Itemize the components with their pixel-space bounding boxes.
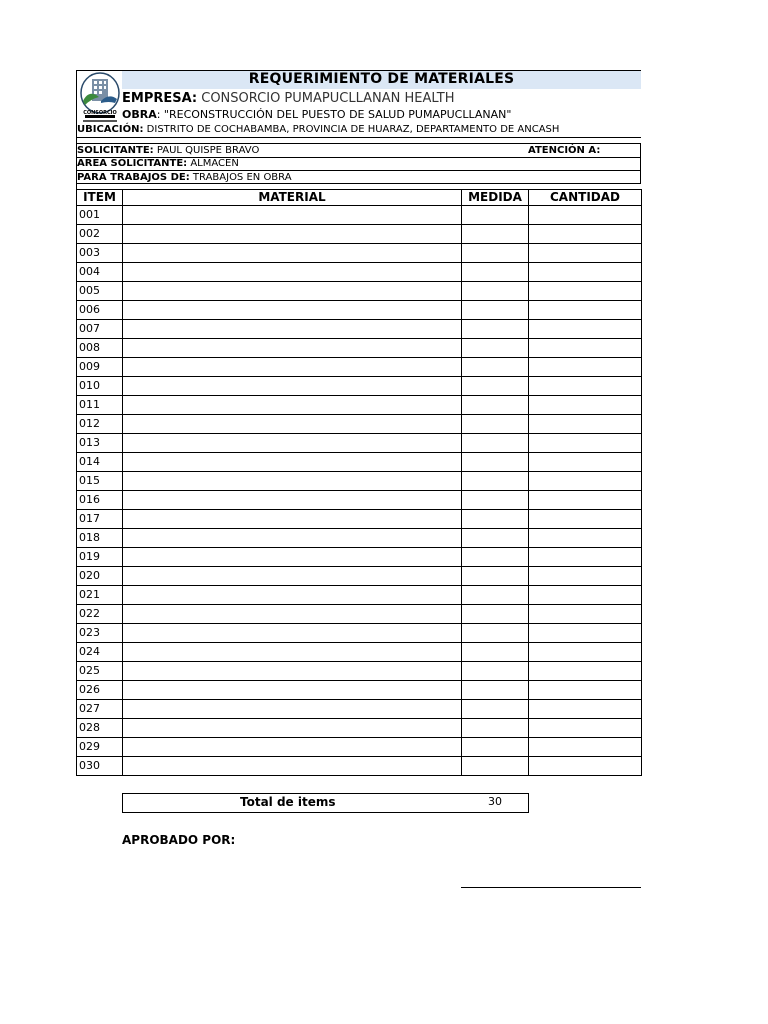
- material-cell[interactable]: [123, 529, 462, 548]
- medida-cell[interactable]: [462, 624, 529, 643]
- medida-cell[interactable]: [462, 339, 529, 358]
- material-cell[interactable]: [123, 415, 462, 434]
- empresa-value: CONSORCIO PUMAPUCLLANAN HEALTH: [201, 91, 455, 106]
- medida-cell[interactable]: [462, 244, 529, 263]
- cantidad-cell[interactable]: [529, 624, 642, 643]
- item-number: 023: [77, 624, 123, 643]
- cantidad-cell[interactable]: [529, 282, 642, 301]
- cantidad-cell[interactable]: [529, 358, 642, 377]
- table-row: [77, 206, 642, 225]
- table-row: [77, 529, 642, 548]
- area-row: [77, 157, 239, 170]
- material-cell[interactable]: [123, 244, 462, 263]
- item-number: 001: [77, 206, 123, 225]
- material-cell[interactable]: [123, 567, 462, 586]
- item-number: 024: [77, 643, 123, 662]
- info-bottom-border: [76, 183, 641, 184]
- material-cell[interactable]: [123, 719, 462, 738]
- material-cell[interactable]: [123, 453, 462, 472]
- medida-cell[interactable]: [462, 358, 529, 377]
- cantidad-cell[interactable]: [529, 719, 642, 738]
- item-number: 009: [77, 358, 123, 377]
- column-header-medida: MEDIDA: [462, 190, 529, 206]
- table-row: [77, 453, 642, 472]
- item-number: 008: [77, 339, 123, 358]
- table-row: [77, 301, 642, 320]
- table-row: [77, 643, 642, 662]
- material-cell[interactable]: [123, 434, 462, 453]
- cantidad-cell[interactable]: [529, 206, 642, 225]
- medida-cell[interactable]: [462, 757, 529, 776]
- item-number: 022: [77, 605, 123, 624]
- item-number: 025: [77, 662, 123, 681]
- item-number: 030: [77, 757, 123, 776]
- medida-cell[interactable]: [462, 586, 529, 605]
- item-number: 027: [77, 700, 123, 719]
- medida-cell[interactable]: [462, 510, 529, 529]
- medida-cell[interactable]: [462, 548, 529, 567]
- material-cell[interactable]: [123, 643, 462, 662]
- item-number: 005: [77, 282, 123, 301]
- area-value: ALMACEN: [190, 158, 239, 169]
- item-number: 007: [77, 320, 123, 339]
- cantidad-cell[interactable]: [529, 453, 642, 472]
- cantidad-cell[interactable]: [529, 472, 642, 491]
- area-label: AREA SOLICITANTE:: [77, 158, 188, 169]
- table-row: [77, 719, 642, 738]
- item-number: 029: [77, 738, 123, 757]
- cantidad-cell[interactable]: [529, 643, 642, 662]
- table-row: [77, 700, 642, 719]
- page-title: REQUERIMIENTO DE MATERIALES: [248, 71, 515, 87]
- medida-cell[interactable]: [462, 377, 529, 396]
- cantidad-cell[interactable]: [529, 263, 642, 282]
- medida-cell[interactable]: [462, 605, 529, 624]
- info-right-border: [640, 143, 641, 184]
- signature-line: [461, 887, 641, 888]
- table-row: [77, 282, 642, 301]
- cantidad-cell[interactable]: [529, 548, 642, 567]
- material-cell[interactable]: [123, 491, 462, 510]
- medida-cell[interactable]: [462, 491, 529, 510]
- item-number: 004: [77, 263, 123, 282]
- medida-cell[interactable]: [462, 320, 529, 339]
- medida-cell[interactable]: [462, 415, 529, 434]
- table-row: [77, 320, 642, 339]
- medida-cell[interactable]: [462, 567, 529, 586]
- cantidad-cell[interactable]: [529, 339, 642, 358]
- material-cell[interactable]: [123, 738, 462, 757]
- table-row: [77, 244, 642, 263]
- cantidad-cell[interactable]: [529, 738, 642, 757]
- cantidad-cell[interactable]: [529, 510, 642, 529]
- material-cell[interactable]: [123, 586, 462, 605]
- empresa-label: EMPRESA:: [122, 91, 198, 106]
- cantidad-cell[interactable]: [529, 244, 642, 263]
- column-header-item: ITEM: [77, 190, 123, 206]
- table-row: [77, 491, 642, 510]
- material-cell[interactable]: [123, 681, 462, 700]
- material-cell[interactable]: [123, 548, 462, 567]
- item-number: 017: [77, 510, 123, 529]
- table-row: [77, 548, 642, 567]
- material-cell[interactable]: [123, 605, 462, 624]
- cantidad-cell[interactable]: [529, 567, 642, 586]
- item-number: 014: [77, 453, 123, 472]
- item-number: 011: [77, 396, 123, 415]
- material-cell[interactable]: [123, 339, 462, 358]
- solicitante-value: PAUL QUISPE BRAVO: [156, 145, 260, 156]
- material-cell[interactable]: [123, 225, 462, 244]
- medida-cell[interactable]: [462, 453, 529, 472]
- medida-cell[interactable]: [462, 225, 529, 244]
- cantidad-cell[interactable]: [529, 225, 642, 244]
- item-number: 015: [77, 472, 123, 491]
- ubicacion-label: UBICACIÓN:: [77, 124, 144, 135]
- trabajos-label: PARA TRABAJOS DE:: [77, 172, 190, 183]
- medida-cell[interactable]: [462, 643, 529, 662]
- cantidad-cell[interactable]: [529, 434, 642, 453]
- table-row: [77, 605, 642, 624]
- table-row: [77, 415, 642, 434]
- medida-cell[interactable]: [462, 738, 529, 757]
- medida-cell[interactable]: [462, 681, 529, 700]
- table-row: [77, 263, 642, 282]
- ubicacion-row: [77, 123, 559, 136]
- medida-cell[interactable]: [462, 396, 529, 415]
- atencion-label: ATENCIÓN A:: [528, 145, 601, 156]
- table-row: [77, 358, 642, 377]
- company-logo: [79, 71, 121, 127]
- material-cell[interactable]: [123, 377, 462, 396]
- cantidad-cell[interactable]: [529, 586, 642, 605]
- cantidad-cell[interactable]: [529, 529, 642, 548]
- item-number: 002: [77, 225, 123, 244]
- cantidad-cell[interactable]: [529, 681, 642, 700]
- table-row: [77, 624, 642, 643]
- medida-cell[interactable]: [462, 700, 529, 719]
- table-row: [77, 738, 642, 757]
- table-row: [77, 339, 642, 358]
- material-cell[interactable]: [123, 358, 462, 377]
- ubicacion-value: DISTRITO DE COCHABAMBA, PROVINCIA DE HUARAZ, DEPARTAMENTO DE ANCASH: [146, 124, 560, 135]
- medida-cell[interactable]: [462, 662, 529, 681]
- item-number: 021: [77, 586, 123, 605]
- table-row: [77, 662, 642, 681]
- item-number: 028: [77, 719, 123, 738]
- material-cell[interactable]: [123, 700, 462, 719]
- cantidad-cell[interactable]: [529, 491, 642, 510]
- item-number: 010: [77, 377, 123, 396]
- cantidad-cell[interactable]: [529, 396, 642, 415]
- solicitante-row: [77, 144, 259, 157]
- cantidad-cell[interactable]: [529, 377, 642, 396]
- table-row: [77, 396, 642, 415]
- cantidad-cell[interactable]: [529, 757, 642, 776]
- table-row: [77, 586, 642, 605]
- material-cell[interactable]: [123, 624, 462, 643]
- cantidad-cell[interactable]: [529, 700, 642, 719]
- table-row: [77, 225, 642, 244]
- item-number: 019: [77, 548, 123, 567]
- item-number: 018: [77, 529, 123, 548]
- empresa-row: [122, 91, 455, 107]
- material-cell[interactable]: [123, 472, 462, 491]
- trabajos-value: TRABAJOS EN OBRA: [192, 172, 292, 183]
- table-row: [77, 377, 642, 396]
- table-row: [77, 510, 642, 529]
- medida-cell[interactable]: [462, 282, 529, 301]
- item-number: 006: [77, 301, 123, 320]
- obra-label: OBRA: [122, 108, 157, 121]
- medida-cell[interactable]: [462, 529, 529, 548]
- table-header-row: [77, 190, 642, 206]
- item-number: 003: [77, 244, 123, 263]
- material-cell[interactable]: [123, 282, 462, 301]
- cantidad-cell[interactable]: [529, 320, 642, 339]
- cantidad-cell[interactable]: [529, 415, 642, 434]
- table-row: [77, 434, 642, 453]
- table-row: [77, 681, 642, 700]
- obra-row: [122, 108, 511, 122]
- table-row: [77, 757, 642, 776]
- medida-cell[interactable]: [462, 263, 529, 282]
- logo-text: CONSORCIO: [83, 110, 117, 116]
- approved-label: APROBADO POR:: [122, 833, 236, 847]
- solicitante-label: SOLICITANTE:: [77, 145, 154, 156]
- item-number: 026: [77, 681, 123, 700]
- material-cell[interactable]: [123, 396, 462, 415]
- material-cell[interactable]: [123, 662, 462, 681]
- item-number: 016: [77, 491, 123, 510]
- material-cell[interactable]: [123, 320, 462, 339]
- item-number: 013: [77, 434, 123, 453]
- item-number: 012: [77, 415, 123, 434]
- cantidad-cell[interactable]: [529, 605, 642, 624]
- column-header-material: MATERIAL: [123, 190, 462, 206]
- medida-cell[interactable]: [462, 719, 529, 738]
- medida-cell[interactable]: [462, 472, 529, 491]
- total-value: 30: [488, 795, 502, 808]
- table-row: [77, 567, 642, 586]
- material-cell[interactable]: [123, 510, 462, 529]
- medida-cell[interactable]: [462, 434, 529, 453]
- cantidad-cell[interactable]: [529, 301, 642, 320]
- material-cell[interactable]: [123, 301, 462, 320]
- cantidad-cell[interactable]: [529, 662, 642, 681]
- materials-table: [76, 189, 642, 776]
- material-cell[interactable]: [123, 263, 462, 282]
- obra-value: : "RECONSTRUCCIÓN DEL PUESTO DE SALUD PUMAPUCLLANAN": [156, 108, 512, 121]
- table-row: [77, 472, 642, 491]
- column-header-cantidad: CANTIDAD: [529, 190, 642, 206]
- header-divider-1: [76, 137, 641, 138]
- item-number: 020: [77, 567, 123, 586]
- total-label: Total de items: [240, 795, 336, 809]
- medida-cell[interactable]: [462, 206, 529, 225]
- medida-cell[interactable]: [462, 301, 529, 320]
- material-cell[interactable]: [123, 757, 462, 776]
- material-cell[interactable]: [123, 206, 462, 225]
